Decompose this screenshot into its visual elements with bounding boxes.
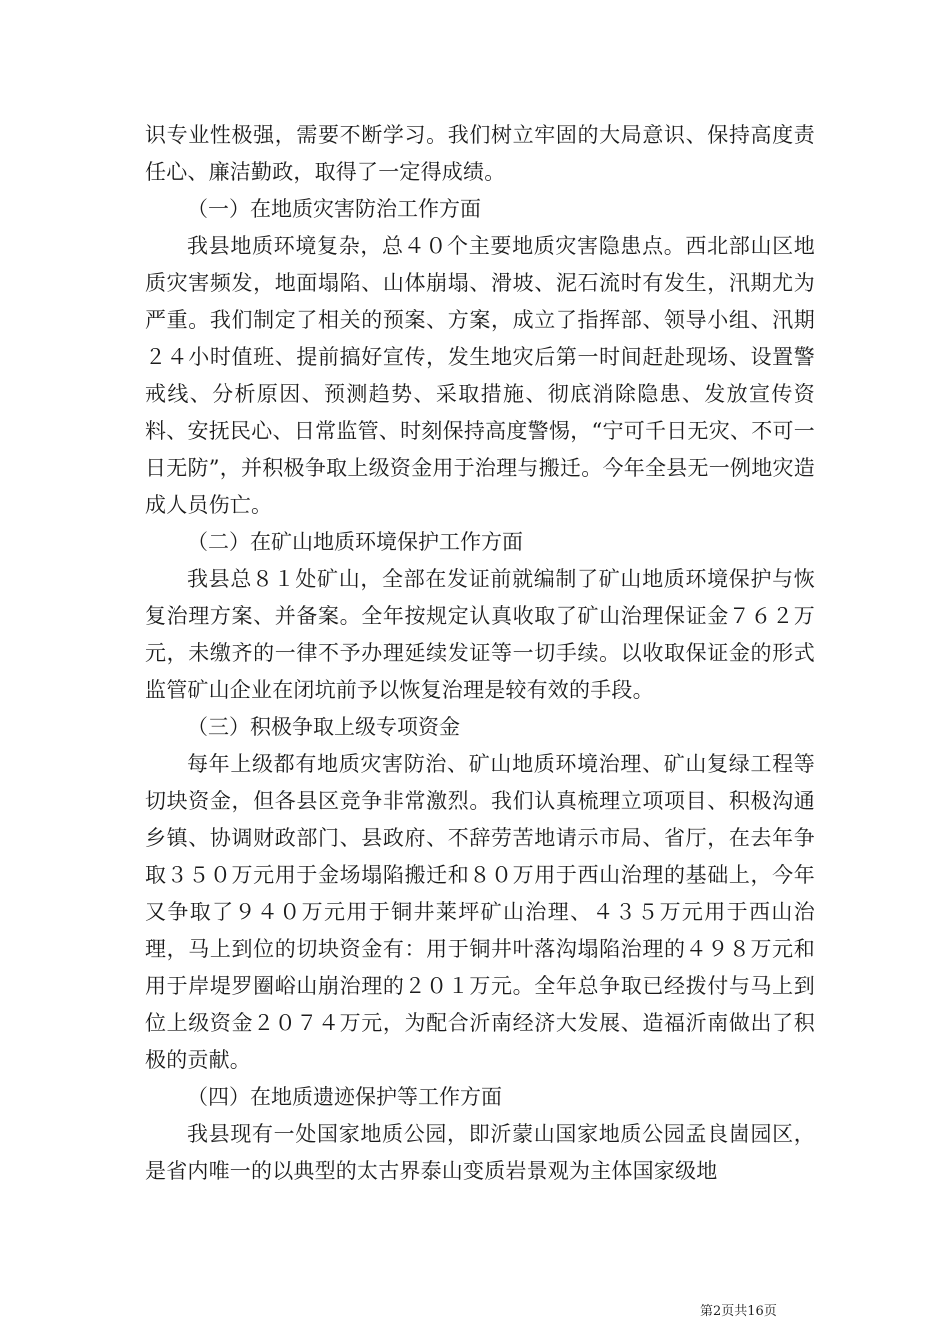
page-number-footer: 第2页共16页 [700,1304,777,1319]
paragraph-mine-environment: 我县总８１处矿山，全部在发证前就编制了矿山地质环境保护与恢复治理方案、并备案。全年按规定认真收取了矿山治理保证金７６２万元，未缴齐的一律不予办理延续发证等一切手续。以收取保证金的形式监管矿山企业在闭坑前予以恢复治理是较有效的手段。 [145,567,815,702]
section-heading-3: （三）积极争取上级专项资金 [187,715,460,739]
section-heading-2: （二）在矿山地质环境保护工作方面 [187,530,523,554]
section-heading-1: （一）在地质灾害防治工作方面 [187,197,481,221]
paragraph-geohazard: 我县地质环境复杂，总４０个主要地质灾害隐患点。西北部山区地质灾害频发，地面塌陷、山体崩塌、滑坡、泥石流时有发生，汛期尤为严重。我们制定了相关的预案、方案，成立了指挥部、领导小组、汛期２４小时值班、提前搞好宣传，发生地灾后第一时间赶赴现场、设置警戒线、分析原因、预测趋势、采取措施、彻底消除隐患、发放宣传资料、安抚民心、日常监管、时刻保持高度警惕，“宁可千日无灾、不可一日无防”，并积极争取上级资金用于治理与搬迁。今年全县无一例地灾造成人员伤亡。 [145,234,815,517]
paragraph-special-funds: 每年上级都有地质灾害防治、矿山地质环境治理、矿山复绿工程等切块资金，但各县区竞争非常激烈。我们认真梳理立项项目、积极沟通乡镇、协调财政部门、县政府、不辞劳苦地请示市局、省厅，在去年争取３５０万元用于金场塌陷搬迁和８０万用于西山治理的基础上，今年又争取了９４０万元用于铜井莱坪矿山治理、４３５万元用于西山治理，马上到位的切块资金有：用于铜井叶落沟塌陷治理的４９８万元和用于岸堤罗圈峪山崩治理的２０１万元。全年总争取已经拨付与马上到位上级资金２０７４万元，为配合沂南经济大发展、造福沂南做出了积极的贡献。 [145,752,815,1072]
paragraph-continuation: 识专业性极强，需要不断学习。我们树立牢固的大局意识、保持高度责任心、廉洁勤政，取得了一定得成绩。 [145,123,815,184]
section-heading-4: （四）在地质遗迹保护等工作方面 [187,1085,502,1109]
paragraph-geopark: 我县现有一处国家地质公园，即沂蒙山国家地质公园孟良崮园区，是省内唯一的以典型的太古界泰山变质岩景观为主体国家级地 [145,1122,815,1183]
document-body [145,117,815,1190]
